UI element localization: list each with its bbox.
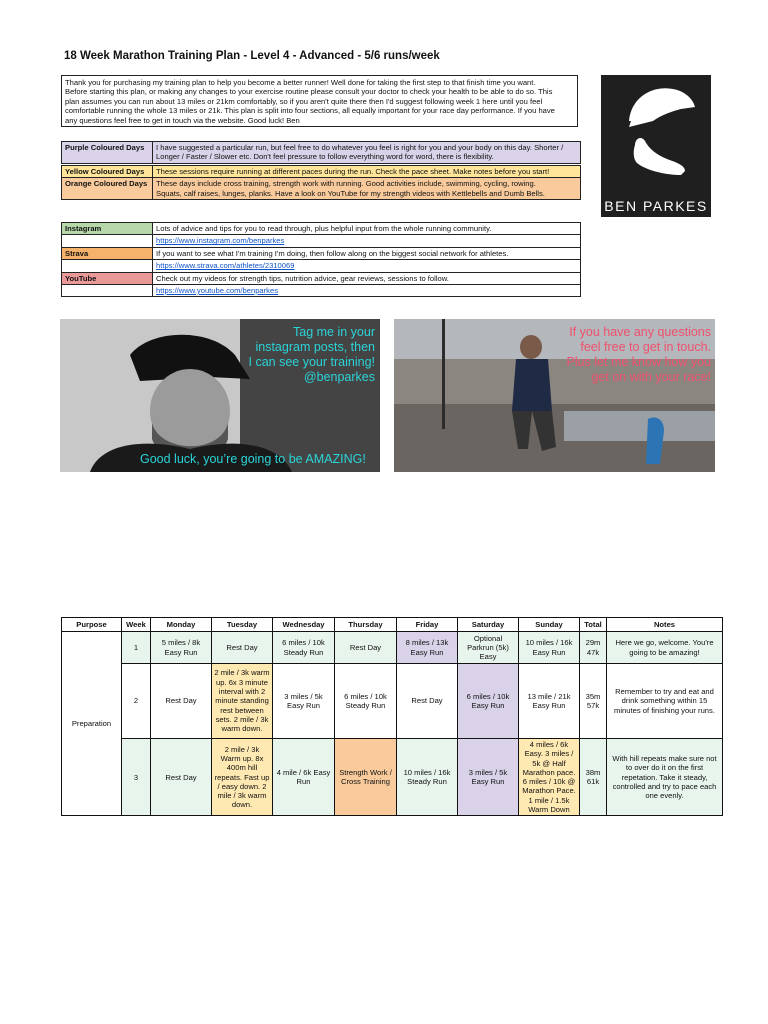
key-label: Purple Coloured Days (62, 142, 153, 164)
questions-overlay-text: If you have any questions feel free to get in touch. Plus let me know how you get on with your race! (566, 325, 711, 384)
day-cell: 13 mile / 21k Easy Run (519, 664, 580, 739)
week-cell: 3 (122, 739, 151, 816)
day-cell: 6 miles / 10k Steady Run (273, 632, 335, 664)
day-cell: 10 miles / 16k Steady Run (397, 739, 458, 816)
total-cell: 38m 61k (580, 739, 607, 816)
social-links (61, 222, 581, 297)
social-text: Check out my videos for strength tips, nutrition advice, gear reviews, sessions to follow. (153, 272, 581, 284)
instagram-link[interactable]: https://www.instagram.com/benparkes (153, 235, 581, 247)
table-row (62, 739, 723, 816)
social-row-instagram (62, 223, 581, 235)
key-text: These sessions require running at different paces during the run. Check the pace sheet. Make notes before you start! (153, 166, 581, 178)
day-cell: Rest Day (397, 664, 458, 739)
column-header: Friday (397, 618, 458, 632)
social-label: YouTube (62, 272, 153, 284)
instagram-overlay-text: Tag me in your instagram posts, then I can see your training! @benparkes (248, 325, 375, 384)
day-cell: Strength Work / Cross Training (335, 739, 397, 816)
column-header: Week (122, 618, 151, 632)
photo-ben-portrait (60, 319, 380, 472)
column-header: Notes (607, 618, 723, 632)
key-row-yellow (62, 166, 581, 178)
day-cell: 3 miles / 5k Easy Run (273, 664, 335, 739)
column-header: Monday (151, 618, 212, 632)
social-row-youtube (62, 272, 581, 284)
day-cell: 6 miles / 10k Easy Run (458, 664, 519, 739)
day-cell: 6 miles / 10k Steady Run (335, 664, 397, 739)
table-header-row (62, 618, 723, 632)
day-cell: Rest Day (151, 664, 212, 739)
table-row (62, 632, 723, 664)
social-label: Instagram (62, 223, 153, 235)
column-header: Sunday (519, 618, 580, 632)
column-header: Total (580, 618, 607, 632)
table-row (62, 664, 723, 739)
day-cell: Rest Day (212, 632, 273, 664)
key-text: I have suggested a particular run, but feel free to do whatever you feel is right for you and your body on this day. Shorter / Longer / Faster / Slower etc. Don't feel pressure to follow everything word for word, there is flexibility. (153, 142, 581, 164)
ben-parkes-logo-icon (601, 75, 711, 193)
logo-text: BEN PARKES (604, 198, 708, 214)
intro-text: Thank you for purchasing my training plan to help you become a better runner! Well done for taking the first step to that finish time you want. Before starting this plan, or making any changes to your exercise routine please consult your doctor to check your health to be able to do so. This plan assumes you can run about 13 miles or 21km comfortably, so if you aren't quite there then I'd suggest following week 1 here until you feel comfortable running the whole 13 miles or 21k. This plan is split into four sections, all equally important for your race day performance. If you have any questions feel free to get in touch via the website. Good luck! Ben (61, 75, 578, 127)
day-cell: 10 miles / 16k Easy Run (519, 632, 580, 664)
day-cell: Rest Day (335, 632, 397, 664)
week-cell: 2 (122, 664, 151, 739)
key-label: Yellow Coloured Days (62, 166, 153, 178)
week-cell: 1 (122, 632, 151, 664)
column-header: Thursday (335, 618, 397, 632)
key-label: Orange Coloured Days (62, 178, 153, 200)
page-title: 18 Week Marathon Training Plan - Level 4 - Advanced - 5/6 runs/week (64, 50, 440, 62)
notes-cell: With hill repeats make sure not to over do it on the first repetation. Take it steady, controlled and try to pace each one evenly. (607, 739, 723, 816)
social-text: If you want to see what I'm training I'm doing, then follow along on the biggest social network for athletes. (153, 247, 581, 259)
day-cell: 4 miles / 6k Easy. 3 miles / 5k @ Half Marathon pace. 6 miles / 10k @ Marathon Pace. 1 mile / 1.5k Warm Down (519, 739, 580, 816)
photo-ben-running (394, 319, 715, 472)
youtube-link[interactable]: https://www.youtube.com/benparkes (153, 285, 581, 297)
good-luck-text: Good luck, you’re going to be AMAZING! (140, 452, 366, 466)
notes-cell: Remember to try and eat and drink something within 15 minutes of finishing your runs. (607, 664, 723, 739)
total-cell: 35m 57k (580, 664, 607, 739)
color-key (61, 141, 581, 200)
day-cell: 8 miles / 13k Easy Run (397, 632, 458, 664)
brand-logo (601, 75, 711, 217)
day-cell: 2 mile / 3k Warm up. 8x 400m hill repeats. Fast up / easy down. 2 mile / 3k warm down. (212, 739, 273, 816)
notes-cell: Here we go, welcome. You're going to be amazing! (607, 632, 723, 664)
day-cell: 2 mile / 3k warm up. 6x 3 minute interval with 2 minute standing rest between sets. 2 mile / 3k warm down. (212, 664, 273, 739)
day-cell: Rest Day (151, 739, 212, 816)
day-cell: 3 miles / 5k Easy Run (458, 739, 519, 816)
key-text: These days include cross training, strength work with running. Good activities include, swimming, cycling, rowing. Squats, calf raises, lunges, planks. Have a look on YouTube for my strength videos with Kettlebells and Dumb Bells. (153, 178, 581, 200)
column-header: Saturday (458, 618, 519, 632)
social-row-strava (62, 247, 581, 259)
column-header: Wednesday (273, 618, 335, 632)
day-cell: 4 mile / 6k Easy Run (273, 739, 335, 816)
total-cell: 29m 47k (580, 632, 607, 664)
key-row-purple (62, 142, 581, 164)
social-label: Strava (62, 247, 153, 259)
training-plan-table (61, 617, 723, 816)
strava-link[interactable]: https://www.strava.com/athletes/2310069 (153, 260, 581, 272)
column-header: Tuesday (212, 618, 273, 632)
purpose-cell: Preparation (62, 632, 122, 816)
day-cell: 5 miles / 8k Easy Run (151, 632, 212, 664)
key-row-orange (62, 178, 581, 200)
day-cell: Optional Parkrun (5k) Easy (458, 632, 519, 664)
column-header: Purpose (62, 618, 122, 632)
social-text: Lots of advice and tips for you to read through, plus helpful input from the whole running community. (153, 223, 581, 235)
